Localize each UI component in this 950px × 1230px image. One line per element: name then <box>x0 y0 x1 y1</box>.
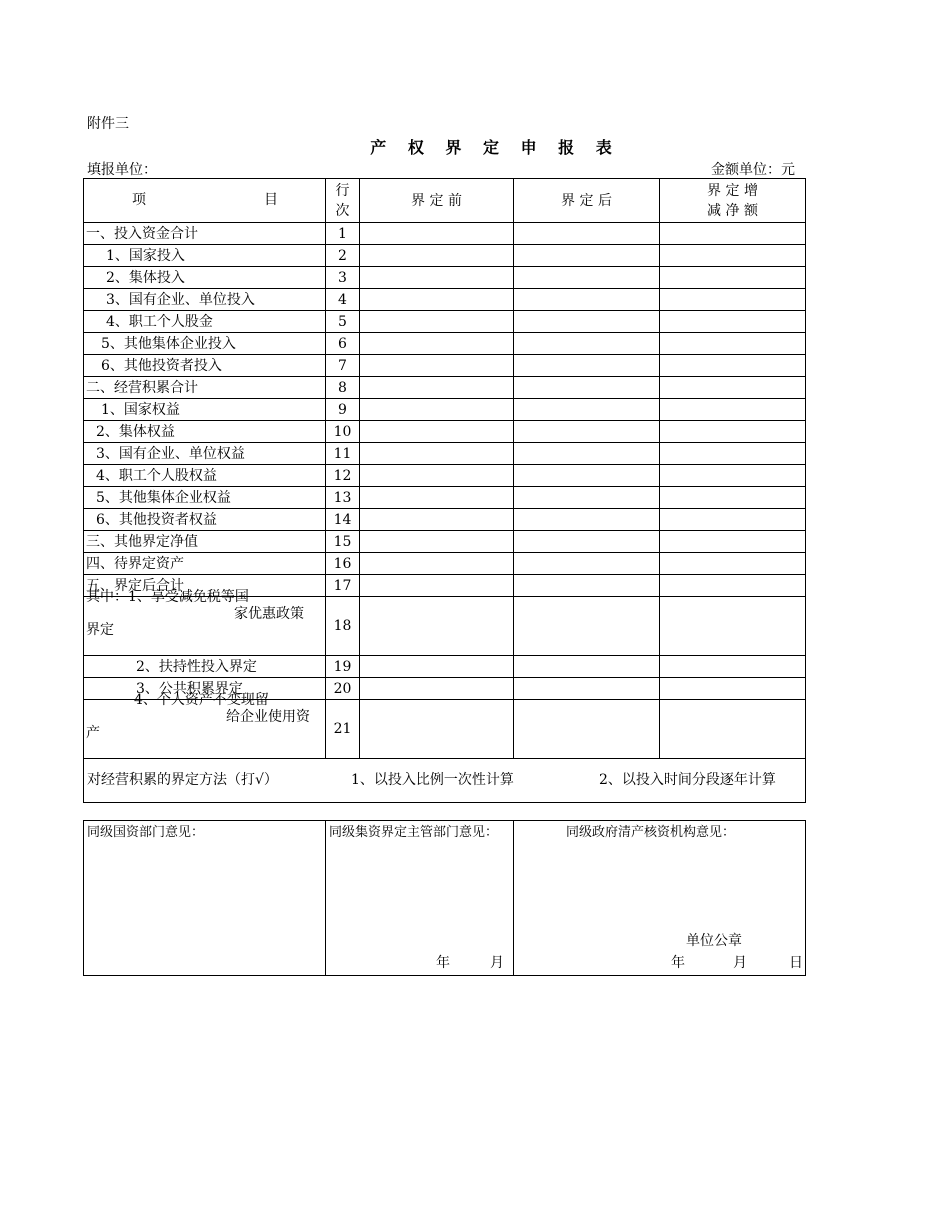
cell-before[interactable] <box>360 333 514 355</box>
method-label: 对经营积累的界定方法（打√） <box>87 772 278 788</box>
method-option-2[interactable]: 2、以投入时间分段逐年计算 <box>599 772 776 788</box>
cell-after[interactable] <box>514 700 660 759</box>
cell-before[interactable] <box>360 355 514 377</box>
cell-diff[interactable] <box>660 465 806 487</box>
money-unit-label: 金额单位：元 <box>711 162 795 178</box>
table-row: 三、其他界定净值 15 <box>84 531 806 553</box>
after-header: 界 定 后 <box>514 179 660 223</box>
cell-before[interactable] <box>360 223 514 245</box>
cell-diff[interactable] <box>660 267 806 289</box>
table-row: 四、待界定资产 16 <box>84 553 806 575</box>
cell-before[interactable] <box>360 465 514 487</box>
cell-before[interactable] <box>360 553 514 575</box>
cell-before[interactable] <box>360 509 514 531</box>
month-label: 月 <box>490 955 504 971</box>
cell-diff[interactable] <box>660 421 806 443</box>
opinions-table <box>83 820 806 976</box>
table-row: 5、其他集体企业权益 13 <box>84 487 806 509</box>
table-row: 3、国有企业、单位权益 11 <box>84 443 806 465</box>
cell-after[interactable] <box>514 575 660 597</box>
row-no-header: 行 次 <box>326 179 360 223</box>
day-label: 日 <box>789 955 803 971</box>
reporting-unit-label: 填报单位： <box>87 162 157 178</box>
cell-diff[interactable] <box>660 509 806 531</box>
method-option-1[interactable]: 1、以投入比例一次性计算 <box>351 772 514 788</box>
cell-after[interactable] <box>514 509 660 531</box>
cell-after[interactable] <box>514 531 660 553</box>
table-row: 6、其他投资者投入 7 <box>84 355 806 377</box>
cell-before[interactable] <box>360 267 514 289</box>
cell-diff[interactable] <box>660 399 806 421</box>
cell-after[interactable] <box>514 377 660 399</box>
cell-before[interactable] <box>360 575 514 597</box>
cell-after[interactable] <box>514 399 660 421</box>
cell-after[interactable] <box>514 597 660 656</box>
table-header-row <box>84 179 806 223</box>
table-row: 2、集体权益 10 <box>84 421 806 443</box>
table-row: 5、其他集体企业投入 6 <box>84 333 806 355</box>
property-rights-table <box>83 178 806 803</box>
cell-diff[interactable] <box>660 443 806 465</box>
item-header-right: 目 <box>264 192 278 208</box>
page-title: 产 权 界 定 申 报 表 <box>370 138 620 157</box>
cell-diff[interactable] <box>660 553 806 575</box>
table-row: 其中：1、享受减免税等国 家优惠政策 界定 18 <box>84 597 806 656</box>
cell-diff[interactable] <box>660 597 806 656</box>
table-row: 4、个人资产不变现留 给企业使用资 产 21 <box>84 700 806 759</box>
cell-before[interactable] <box>360 678 514 700</box>
seal-label: 单位公章 <box>686 933 742 949</box>
month-label-2: 月 <box>733 955 747 971</box>
cell-diff[interactable] <box>660 355 806 377</box>
table-row: 一、投入资金合计 1 <box>84 223 806 245</box>
cell-diff[interactable] <box>660 487 806 509</box>
cell-after[interactable] <box>514 421 660 443</box>
cell-diff[interactable] <box>660 700 806 759</box>
cell-before[interactable] <box>360 245 514 267</box>
cell-before[interactable] <box>360 443 514 465</box>
gov-opinion[interactable]: 同级政府清产核资机构意见： 单位公章 年 月 日 <box>514 821 806 976</box>
item-header <box>84 179 326 223</box>
table-row: 6、其他投资者权益 14 <box>84 509 806 531</box>
cell-after[interactable] <box>514 267 660 289</box>
cell-after[interactable] <box>514 355 660 377</box>
cell-diff[interactable] <box>660 656 806 678</box>
cell-before[interactable] <box>360 656 514 678</box>
table-row: 1、国家投入 2 <box>84 245 806 267</box>
cell-before[interactable] <box>360 421 514 443</box>
cell-diff[interactable] <box>660 289 806 311</box>
cell-after[interactable] <box>514 443 660 465</box>
cell-before[interactable] <box>360 311 514 333</box>
cell-before[interactable] <box>360 531 514 553</box>
table-row: 五、界定后合计 17 <box>84 575 806 597</box>
table-row: 3、国有企业、单位投入 4 <box>84 289 806 311</box>
cell-diff[interactable] <box>660 333 806 355</box>
cell-after[interactable] <box>514 553 660 575</box>
cell-after[interactable] <box>514 311 660 333</box>
method-row <box>84 759 806 803</box>
collective-opinion[interactable]: 同级集资界定主管部门意见： 年 月 <box>326 821 514 976</box>
cell-before[interactable] <box>360 399 514 421</box>
cell-diff[interactable] <box>660 377 806 399</box>
cell-after[interactable] <box>514 223 660 245</box>
cell-diff[interactable] <box>660 575 806 597</box>
cell-before[interactable] <box>360 289 514 311</box>
state-assets-opinion[interactable]: 同级国资部门意见： <box>84 821 326 976</box>
cell-before[interactable] <box>360 597 514 656</box>
cell-after[interactable] <box>514 333 660 355</box>
cell-after[interactable] <box>514 289 660 311</box>
cell-before[interactable] <box>360 377 514 399</box>
cell-diff[interactable] <box>660 311 806 333</box>
year-label: 年 <box>436 955 450 971</box>
table-row: 4、职工个人股金 5 <box>84 311 806 333</box>
cell-after[interactable] <box>514 678 660 700</box>
table-row: 3、公共积累界定 20 <box>84 678 806 700</box>
cell-before[interactable] <box>360 700 514 759</box>
cell-diff[interactable] <box>660 223 806 245</box>
before-header: 界 定 前 <box>360 179 514 223</box>
year-label-2: 年 <box>671 955 685 971</box>
cell-diff[interactable] <box>660 245 806 267</box>
cell-after[interactable] <box>514 465 660 487</box>
table-row: 4、职工个人股权益 12 <box>84 465 806 487</box>
table-row: 2、扶持性投入界定 19 <box>84 656 806 678</box>
table-row: 2、集体投入 3 <box>84 267 806 289</box>
cell-after[interactable] <box>514 656 660 678</box>
attachment-label: 附件三 <box>87 116 129 132</box>
cell-diff[interactable] <box>660 678 806 700</box>
cell-after[interactable] <box>514 487 660 509</box>
cell-diff[interactable] <box>660 531 806 553</box>
table-row: 1、国家权益 9 <box>84 399 806 421</box>
cell-before[interactable] <box>360 487 514 509</box>
table-row: 二、经营积累合计 8 <box>84 377 806 399</box>
item-header-left: 项 <box>132 192 146 208</box>
cell-after[interactable] <box>514 245 660 267</box>
net-change-header: 界 定 增 减 净 额 <box>660 179 806 223</box>
